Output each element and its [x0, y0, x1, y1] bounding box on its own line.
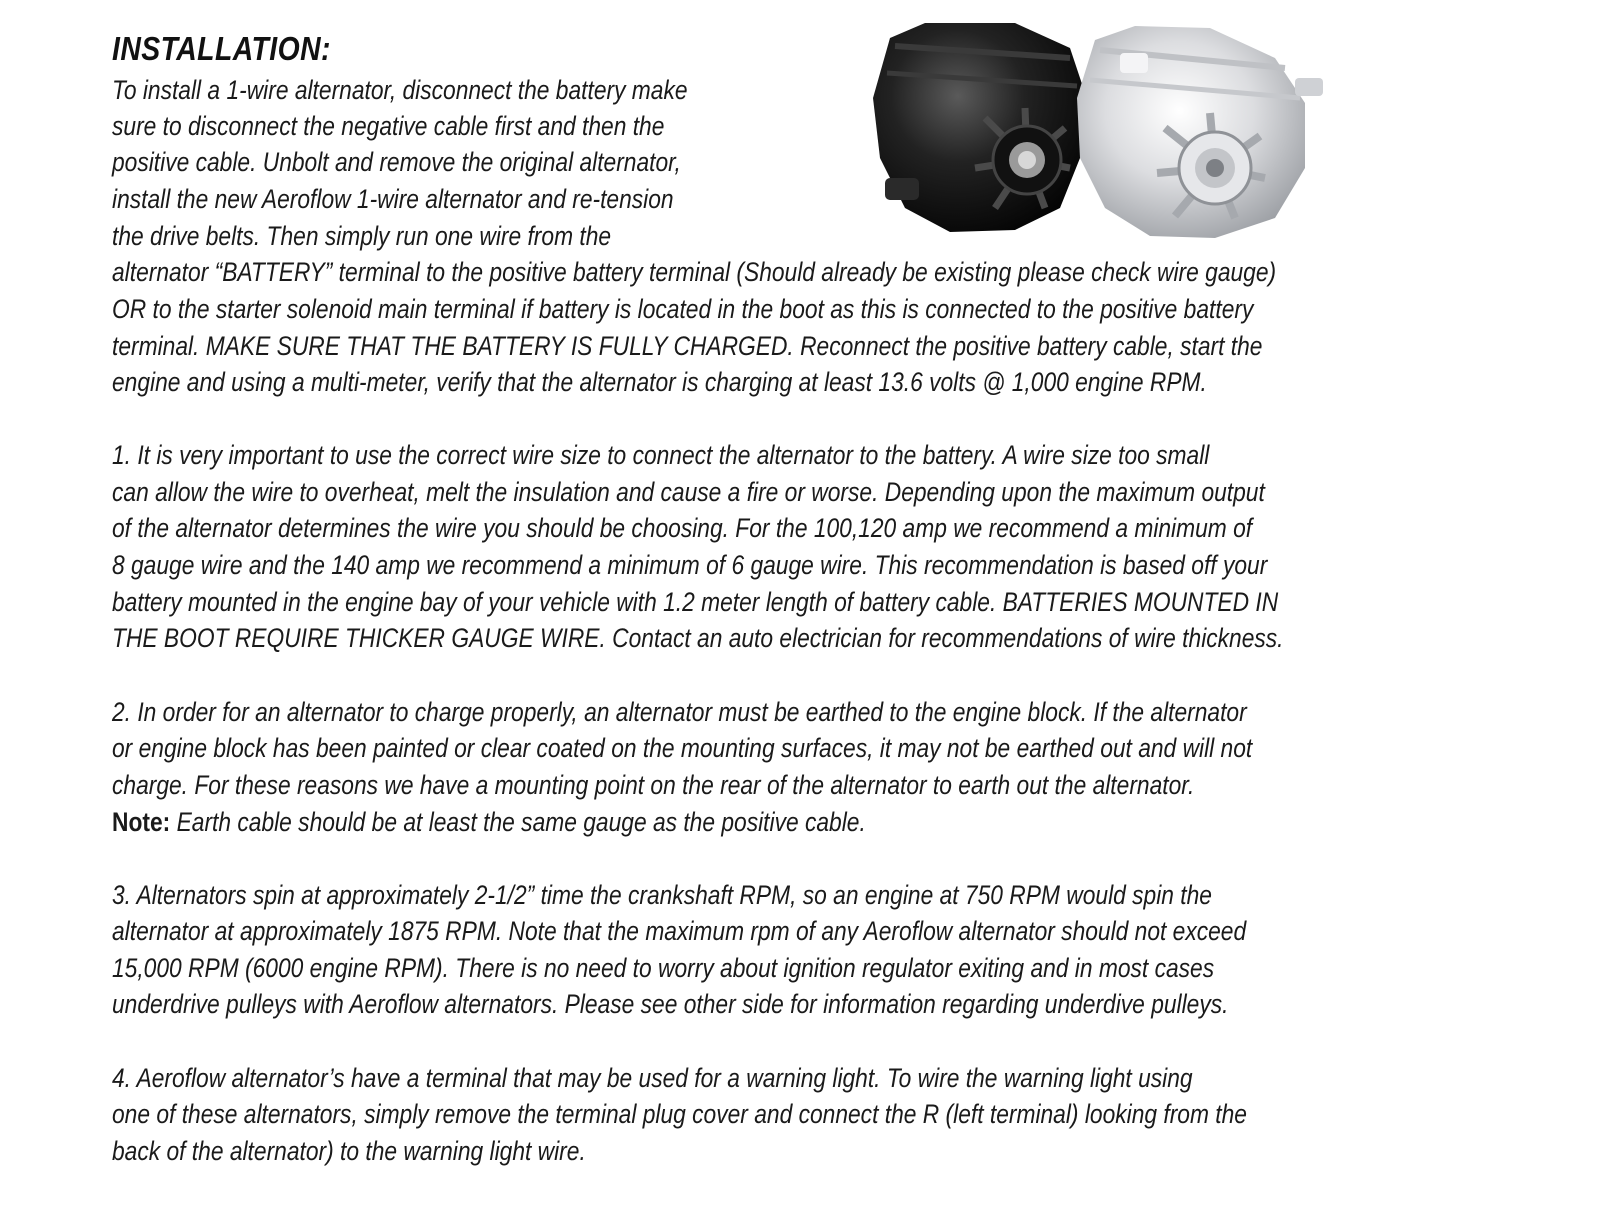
intro-line: the drive belts. Then simply run one wire from the	[112, 221, 612, 251]
point-1-line: can allow the wire to overheat, melt the insulation and cause a fire or worse. Depending upon the maximum output	[112, 477, 1265, 507]
intro-line: install the new Aeroflow 1-wire alternator and re-tension	[112, 184, 674, 214]
installation-heading: INSTALLATION:	[112, 30, 331, 67]
point-3-line: 3. Alternators spin at approximately 2-1/2” time the crankshaft RPM, so an engine at 750 RPM would spin the	[112, 880, 1212, 910]
intro-line: engine and using a multi-meter, verify that the alternator is charging at least 13.6 volts @ 1,000 engine RPM.	[112, 367, 1207, 397]
point-1-line: battery mounted in the engine bay of your vehicle with 1.2 meter length of battery cable. BATTERIES MOUNTED IN	[112, 587, 1279, 617]
point-2-line: or engine block has been painted or clear coated on the mounting surfaces, it may not be earthed out and will not	[112, 733, 1253, 763]
intro-line: sure to disconnect the negative cable first and then the	[112, 111, 665, 141]
intro-line: OR to the starter solenoid main terminal if battery is located in the boot as this is connected to the positive battery	[112, 294, 1254, 324]
point-1-line: 1. It is very important to use the correct wire size to connect the alternator to the battery. A wire size too small	[112, 440, 1210, 470]
alternators-illustration	[865, 18, 1335, 240]
point-3-line: underdrive pulleys with Aeroflow alternators. Please see other side for information regarding underdive pulleys.	[112, 989, 1229, 1019]
intro-line: terminal. MAKE SURE THAT THE BATTERY IS FULLY CHARGED. Reconnect the positive battery cable, start the	[112, 331, 1263, 361]
point-4-line: back of the alternator) to the warning light wire.	[112, 1136, 586, 1166]
intro-line: alternator “BATTERY” terminal to the positive battery terminal (Should already be existing please check wire gauge)	[112, 257, 1277, 287]
point-2-line: 2. In order for an alternator to charge properly, an alternator must be earthed to the engine block. If the alternator	[112, 697, 1247, 727]
chrome-alternator	[1077, 26, 1323, 238]
point-3-line: alternator at approximately 1875 RPM. Note that the maximum rpm of any Aeroflow alternator should not exceed	[112, 916, 1247, 946]
point-2-line: charge. For these reasons we have a mounting point on the rear of the alternator to earth out the alternator.	[112, 770, 1195, 800]
point-3-line: 15,000 RPM (6000 engine RPM). There is no need to worry about ignition regulator exiting and in most cases	[112, 953, 1215, 983]
point-1-line: THE BOOT REQUIRE THICKER GAUGE WIRE. Contact an auto electrician for recommendations of wire thickness.	[112, 623, 1284, 653]
point-4-line: one of these alternators, simply remove the terminal plug cover and connect the R (left terminal) looking from the	[112, 1099, 1247, 1129]
note-line	[112, 804, 866, 840]
intro-line: positive cable. Unbolt and remove the original alternator,	[112, 147, 681, 177]
point-4-line: 4. Aeroflow alternator’s have a terminal that may be used for a warning light. To wire the warning light using	[112, 1063, 1193, 1093]
intro-line: To install a 1-wire alternator, disconnect the battery make	[112, 75, 688, 105]
black-alternator	[873, 23, 1085, 232]
alternators-photo	[865, 18, 1335, 240]
point-1-line: 8 gauge wire and the 140 amp we recommend a minimum of 6 gauge wire. This recommendation is based off your	[112, 550, 1268, 580]
note-text: Earth cable should be at least the same gauge as the positive cable.	[170, 807, 866, 837]
note-label: Note:	[112, 807, 171, 837]
point-1-line: of the alternator determines the wire you should be choosing. For the 100,120 amp we recommend a minimum of	[112, 513, 1253, 543]
